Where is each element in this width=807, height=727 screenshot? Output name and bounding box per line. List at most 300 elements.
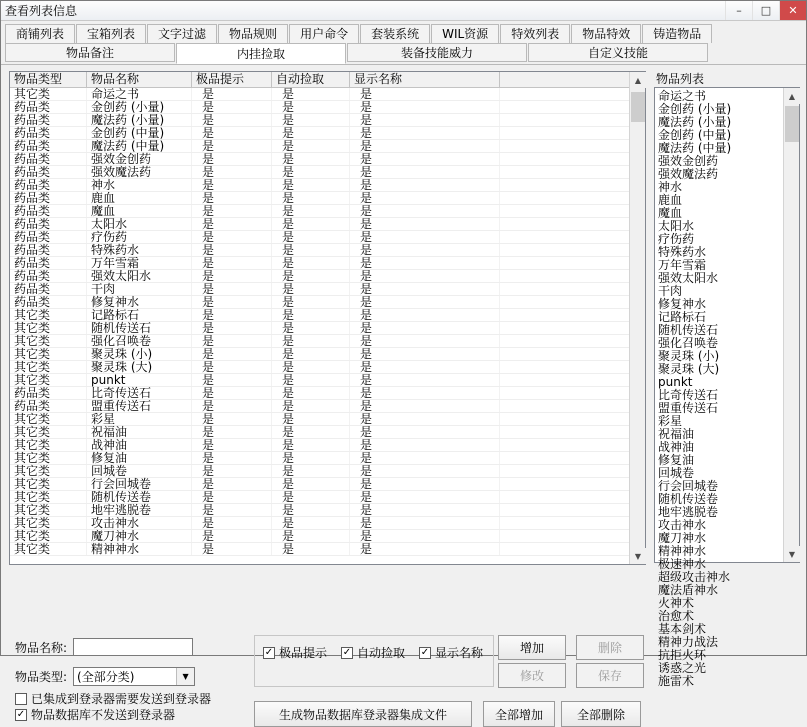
list-item[interactable]: 魔法药 (中量) [658,141,732,155]
list-item[interactable]: 鹿血 [658,193,683,207]
table-cell: 是 [272,504,350,516]
table-cell: 是 [272,140,350,152]
list-item[interactable]: 抗拒火环 [658,648,707,662]
save-button[interactable]: 保存 [576,663,644,688]
table-cell: 其它类 [10,452,87,464]
tab-item-effects[interactable]: 物品特效 [571,24,641,43]
table-cell [500,491,645,503]
table-cell: 是 [272,231,350,243]
item-list-scrollbar[interactable] [783,88,799,562]
table-cell [500,153,645,165]
item-type-select[interactable] [73,667,195,686]
table-cell: 聚灵珠 (大) [87,361,192,373]
table-cell: 是 [192,296,272,308]
table-cell: 是 [350,400,500,412]
table-cell: 其它类 [10,478,87,490]
table-cell: 是 [272,127,350,139]
item-list-scroll-thumb[interactable] [785,106,799,142]
table-cell: 药品类 [10,127,87,139]
table-cell: 是 [192,244,272,256]
table-cell: 是 [192,218,272,230]
list-item[interactable]: 金创药 (小量) [658,102,732,116]
checkbox-nosend-row[interactable] [15,706,175,723]
table-cell: 是 [192,257,272,269]
table-cell: 其它类 [10,348,87,360]
delete-button[interactable]: 删除 [576,635,644,660]
table-cell [500,231,645,243]
table-cell: 是 [350,374,500,386]
table-cell: 鹿血 [87,192,192,204]
table-cell: 是 [272,101,350,113]
table-cell: 是 [272,296,350,308]
table-cell [500,374,645,386]
table-cell: 药品类 [10,166,87,178]
window-title: 查看列表信息 [5,4,78,18]
table-cell: 祝福油 [87,426,192,438]
item-grid [9,71,646,565]
grid-scrollbar[interactable] [629,72,645,564]
table-cell: 是 [272,88,350,100]
table-cell [500,452,645,464]
table-cell: 是 [192,400,272,412]
table-cell: 是 [192,205,272,217]
list-item[interactable]: 修复油 [658,453,695,467]
table-cell: 是 [350,283,500,295]
table-cell: 是 [272,257,350,269]
list-item[interactable]: 万年雪霜 [658,258,707,272]
table-cell: 是 [192,439,272,451]
table-cell: 是 [192,361,272,373]
table-cell [500,335,645,347]
table-cell: 是 [192,543,272,555]
title-bar [1,1,806,21]
table-cell: 是 [272,517,350,529]
tab-chest-list[interactable]: 宝箱列表 [76,24,146,43]
table-cell: 是 [192,179,272,191]
table-cell: 是 [272,283,350,295]
list-item[interactable]: 强效金创药 [658,154,719,168]
table-cell: 修复神水 [87,296,192,308]
table-cell: 是 [192,530,272,542]
table-cell: 其它类 [10,374,87,386]
table-cell: 是 [192,231,272,243]
table-cell: 其它类 [10,335,87,347]
table-cell: 是 [350,335,500,347]
table-cell: 是 [272,374,350,386]
table-cell: 是 [192,374,272,386]
checkbox-premium-row[interactable] [263,644,327,661]
list-item[interactable]: 聚灵珠 (大) [658,362,720,376]
table-cell: 是 [350,322,500,334]
table-cell: 是 [350,179,500,191]
grid-header-blank[interactable] [500,72,645,87]
checkbox-integrated-label: 已集成到登录器需要发送到登录器 [31,692,212,706]
table-cell: 药品类 [10,231,87,243]
add-button[interactable]: 增加 [498,635,566,660]
table-cell: 是 [350,361,500,373]
scroll-thumb[interactable] [631,92,645,122]
list-item[interactable]: 强化召唤卷 [658,336,719,350]
table-cell: 攻击神水 [87,517,192,529]
table-cell: 是 [192,465,272,477]
table-cell [500,166,645,178]
list-item[interactable]: 施雷术 [658,674,695,688]
tab-shop-list[interactable]: 商铺列表 [5,24,75,43]
list-item[interactable]: 聚灵珠 (小) [658,349,720,363]
table-cell: 是 [272,426,350,438]
table-cell: 是 [192,426,272,438]
modify-button[interactable]: 修改 [498,663,566,688]
minimize-icon[interactable]: – [725,1,752,20]
table-cell: 是 [350,426,500,438]
checkbox-integrated[interactable] [15,693,27,705]
table-cell [500,127,645,139]
list-item[interactable]: 太阳水 [658,219,695,233]
table-cell: 是 [192,335,272,347]
checkbox-autopick-row[interactable] [341,644,405,661]
table-cell [500,504,645,516]
list-item[interactable]: 治愈术 [658,609,695,623]
table-cell [500,270,645,282]
table-cell: 药品类 [10,283,87,295]
table-cell [500,387,645,399]
table-cell: 是 [350,413,500,425]
table-cell: 是 [350,478,500,490]
grid-header-row [10,72,645,88]
scroll-up-icon[interactable]: ▲ [630,72,646,88]
table-cell: 地牢逃脱卷 [87,504,192,516]
table-cell: 干肉 [87,283,192,295]
table-cell [500,517,645,529]
list-item[interactable]: 魔法盾神水 [658,583,719,597]
list-item[interactable]: punkt [658,375,693,389]
grid-header-premium-tip[interactable]: 极品提示 [192,72,272,87]
table-cell: 是 [272,465,350,477]
table-cell: 药品类 [10,244,87,256]
table-cell: 是 [272,400,350,412]
tab-forge-items[interactable]: 铸造物品 [642,24,712,43]
table-cell: 是 [272,413,350,425]
table-cell: 药品类 [10,400,87,412]
list-item[interactable]: 极速神水 [658,557,707,571]
table-cell: 是 [350,127,500,139]
table-cell: 随机传送卷 [87,491,192,503]
list-item[interactable]: 记路标石 [658,310,707,324]
table-cell [500,478,645,490]
list-item[interactable]: 回城卷 [658,466,695,480]
table-cell [500,413,645,425]
item-name-row [15,638,193,656]
table-cell [500,400,645,412]
table-cell: 金创药 (小量) [87,101,192,113]
grid-header-item-type[interactable]: 物品类型 [10,72,87,87]
table-cell: 是 [272,309,350,321]
table-cell: 是 [192,283,272,295]
table-cell [500,140,645,152]
checkbox-auto-pickup[interactable]: ✓ [342,646,352,658]
table-cell: 是 [350,244,500,256]
table-cell: 其它类 [10,309,87,321]
table-cell: 比奇传送石 [87,387,192,399]
table-cell: 随机传送石 [87,322,192,334]
list-item[interactable]: 基本剑术 [658,622,707,636]
table-cell: 其它类 [10,465,87,477]
tab-item-notes[interactable]: 物品备注 [5,43,175,62]
window-controls [725,1,806,20]
list-item[interactable]: 特殊药水 [658,245,707,259]
table-cell: 是 [192,452,272,464]
tab-strip-primary [1,21,806,43]
table-cell: 是 [272,270,350,282]
table-cell: 是 [192,270,272,282]
grid-header-auto-pickup[interactable]: 自动捡取 [272,72,350,87]
table-cell: 是 [192,127,272,139]
grid-header-item-name[interactable]: 物品名称 [87,72,192,87]
table-cell: 特殊药水 [87,244,192,256]
table-cell: 是 [272,387,350,399]
table-cell: 其它类 [10,88,87,100]
table-cell: 是 [350,452,500,464]
table-cell: 是 [272,491,350,503]
table-cell [500,465,645,477]
tab-custom-skills[interactable]: 自定义技能 [528,43,708,62]
item-name-input[interactable] [73,638,193,656]
list-item[interactable]: 疗伤药 [658,232,695,246]
table-cell [500,543,645,555]
table-cell: 是 [350,530,500,542]
list-item[interactable]: 超级攻击神水 [658,570,731,584]
checkbox-showname-row[interactable] [419,644,483,661]
table-cell: 是 [272,205,350,217]
table-cell: punkt [87,374,192,386]
list-item[interactable]: 金创药 (中量) [658,128,732,142]
tab-item-rules[interactable]: 物品规则 [218,24,288,43]
table-cell: 是 [272,153,350,165]
table-cell: 是 [350,140,500,152]
item-name-label: 物品名称: [15,640,68,655]
list-item[interactable]: 盟重传送石 [658,401,719,415]
table-cell: 是 [192,309,272,321]
tab-effect-list[interactable]: 特效列表 [500,24,570,43]
table-cell: 是 [350,192,500,204]
table-cell: 药品类 [10,179,87,191]
checkbox-nosend-label: 物品数据库不发送到登录器 [31,708,176,722]
list-item[interactable]: 行会回城卷 [658,479,719,493]
table-cell [500,530,645,542]
list-item[interactable]: 魔法药 (小量) [658,115,732,129]
table-cell: 是 [192,387,272,399]
table-cell: 彩星 [87,413,192,425]
table-cell: 是 [350,296,500,308]
table-cell: 其它类 [10,413,87,425]
list-item[interactable]: 彩星 [658,414,683,428]
table-cell: 是 [192,88,272,100]
list-item[interactable]: 火神术 [658,596,695,610]
table-cell: 是 [350,348,500,360]
checkbox-showname-label: 显示名称 [435,646,484,660]
table-cell: 是 [350,517,500,529]
table-cell: 是 [350,387,500,399]
table-cell: 是 [272,530,350,542]
checkbox-integrated-row[interactable] [15,690,211,707]
list-item[interactable]: 干肉 [658,284,683,298]
list-item[interactable]: 随机传送卷 [658,492,719,506]
item-list-scroll-down-icon[interactable]: ▼ [784,546,800,562]
table-cell: 是 [272,452,350,464]
list-item[interactable]: 魔刀神水 [658,531,707,545]
table-cell [500,101,645,113]
table-cell: 是 [192,192,272,204]
table-cell [500,244,645,256]
table-cell: 是 [272,439,350,451]
table-cell: 强效太阳水 [87,270,192,282]
list-item[interactable]: 命运之书 [658,89,707,103]
table-cell: 是 [350,218,500,230]
table-cell [500,322,645,334]
table-cell: 是 [272,179,350,191]
table-cell [500,257,645,269]
table-cell: 是 [192,153,272,165]
table-cell: 太阳水 [87,218,192,230]
add-all-button[interactable]: 全部增加 [483,701,555,727]
table-cell: 万年雪霜 [87,257,192,269]
close-icon[interactable]: ✕ [779,1,806,20]
tab-text-filter[interactable]: 文字过滤 [147,24,217,43]
table-cell: 魔法药 (中量) [87,140,192,152]
item-list-box[interactable] [654,87,800,688]
item-type-row [15,667,195,686]
tab-auto-pickup[interactable]: 内挂捡取 [176,43,346,64]
checkbox-premium-label: 极品提示 [279,646,328,660]
table-cell: 是 [272,244,350,256]
table-cell: 是 [192,517,272,529]
table-cell [500,114,645,126]
table-cell: 是 [350,153,500,165]
tab-suit-system[interactable]: 套装系统 [360,24,430,43]
item-type-label: 物品类型: [15,670,68,684]
options-group [254,635,494,687]
table-cell: 是 [192,348,272,360]
list-item[interactable]: 神水 [658,180,683,194]
table-cell: 是 [272,192,350,204]
list-item[interactable]: 诱惑之光 [658,661,707,675]
item-list-scroll-up-icon[interactable]: ▲ [784,88,800,104]
grid-body[interactable] [10,88,645,563]
table-cell [500,205,645,217]
table-cell: 是 [192,491,272,503]
table-cell [500,439,645,451]
list-item[interactable]: 强效魔法药 [658,167,719,181]
table-cell: 其它类 [10,517,87,529]
table-cell: 是 [350,257,500,269]
tab-wil-resources[interactable]: WIL资源 [431,24,499,43]
table-cell: 是 [192,140,272,152]
item-type-select-value: (全部分类) [77,670,135,684]
table-cell: 记路标石 [87,309,192,321]
list-item[interactable]: 比奇传送石 [658,388,719,402]
table-cell: 是 [192,101,272,113]
table-row[interactable] [10,543,645,556]
generate-file-button[interactable]: 生成物品数据库登录器集成文件 [254,701,472,727]
table-cell: 是 [272,335,350,347]
table-cell: 回城卷 [87,465,192,477]
table-cell [500,192,645,204]
table-cell: 是 [192,504,272,516]
list-item[interactable]: 精神力战法 [658,635,719,649]
table-cell: 是 [350,88,500,100]
tab-equip-skill-power[interactable]: 装备技能威力 [347,43,527,62]
table-cell: 是 [272,218,350,230]
list-item[interactable]: 强效太阳水 [658,271,719,285]
table-cell: 是 [350,439,500,451]
table-cell: 是 [272,114,350,126]
checkbox-nosend[interactable]: ✓ [16,708,26,720]
checkbox-show-name[interactable]: ✓ [420,646,430,658]
list-item[interactable]: 随机传送石 [658,323,719,337]
table-cell: 药品类 [10,205,87,217]
table-cell [500,309,645,321]
table-cell: 药品类 [10,218,87,230]
table-cell: 是 [350,491,500,503]
table-cell [500,88,645,100]
tab-user-commands[interactable]: 用户命令 [289,24,359,43]
table-cell: 是 [272,348,350,360]
table-cell: 是 [350,166,500,178]
list-item[interactable]: 魔血 [658,206,683,220]
table-cell: 其它类 [10,322,87,334]
list-item[interactable]: 精神神水 [658,544,707,558]
table-cell: 疗伤药 [87,231,192,243]
tab-strip-secondary [1,43,806,65]
table-cell: 魔法药 (小量) [87,114,192,126]
list-item[interactable]: 祝福油 [658,427,695,441]
maximize-icon[interactable]: □ [752,1,779,20]
table-cell: 金创药 (中量) [87,127,192,139]
table-cell: 聚灵珠 (小) [87,348,192,360]
table-cell: 其它类 [10,491,87,503]
table-cell: 是 [192,166,272,178]
list-item[interactable]: 战神油 [658,440,695,454]
table-cell: 强效金创药 [87,153,192,165]
list-item[interactable]: 修复神水 [658,297,707,311]
delete-all-button[interactable]: 全部删除 [561,701,641,727]
content-area [1,65,806,722]
table-cell: 其它类 [10,361,87,373]
table-cell: 是 [350,309,500,321]
table-cell: 魔刀神水 [87,530,192,542]
checkbox-autopick-label: 自动捡取 [357,646,406,660]
table-cell: 是 [272,543,350,555]
table-cell: 是 [272,166,350,178]
checkbox-premium-tip[interactable]: ✓ [264,646,274,658]
table-cell: 药品类 [10,270,87,282]
table-cell: 行会回城卷 [87,478,192,490]
table-cell: 是 [192,413,272,425]
grid-header-display-name[interactable]: 显示名称 [350,72,500,87]
table-cell: 是 [272,361,350,373]
table-cell: 神水 [87,179,192,191]
table-cell: 战神油 [87,439,192,451]
list-item[interactable]: 攻击神水 [658,518,707,532]
table-cell: 是 [350,270,500,282]
table-cell: 盟重传送石 [87,400,192,412]
chevron-down-icon[interactable]: ▼ [176,668,194,685]
table-cell: 是 [192,114,272,126]
scroll-down-icon[interactable]: ▼ [630,548,646,564]
table-cell: 强化召唤卷 [87,335,192,347]
item-list-panel [654,71,800,688]
list-item[interactable]: 地牢逃脱卷 [658,505,719,519]
